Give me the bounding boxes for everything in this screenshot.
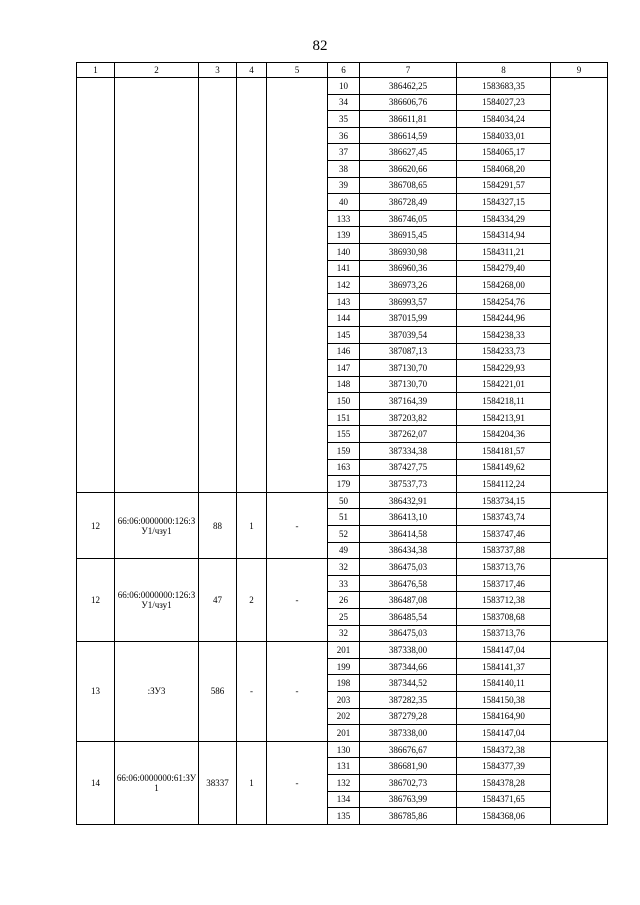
- x-coordinate-cell: 386930,98: [360, 243, 457, 260]
- table-row: [77, 559, 608, 576]
- point-number-cell: 33: [328, 575, 360, 592]
- record-number-cell: 13: [77, 642, 115, 742]
- x-coordinate-cell: 387344,52: [360, 675, 457, 692]
- y-coordinate-cell: 1584377,39: [457, 758, 551, 775]
- contour-number-cell: 2: [237, 559, 267, 642]
- y-coordinate-cell: 1583737,88: [457, 542, 551, 559]
- x-coordinate-cell: 386728,49: [360, 194, 457, 211]
- y-coordinate-cell: 1584112,24: [457, 476, 551, 493]
- x-coordinate-cell: 387015,99: [360, 310, 457, 327]
- column-header: 3: [199, 63, 237, 78]
- point-number-cell: 151: [328, 409, 360, 426]
- x-coordinate-cell: 386606,76: [360, 94, 457, 111]
- y-coordinate-cell: 1584034,24: [457, 111, 551, 128]
- y-coordinate-cell: 1584378,28: [457, 774, 551, 791]
- point-number-cell: 144: [328, 310, 360, 327]
- column-header: 6: [328, 63, 360, 78]
- y-coordinate-cell: 1583717,46: [457, 575, 551, 592]
- column-header: 1: [77, 63, 115, 78]
- point-number-cell: 201: [328, 642, 360, 659]
- y-coordinate-cell: 1584149,62: [457, 459, 551, 476]
- y-coordinate-cell: 1584141,37: [457, 658, 551, 675]
- column-9-cell: [551, 741, 608, 824]
- column-5-cell: -: [267, 741, 328, 824]
- y-coordinate-cell: 1584068,20: [457, 160, 551, 177]
- y-coordinate-cell: 1583713,76: [457, 559, 551, 576]
- x-coordinate-cell: 387344,66: [360, 658, 457, 675]
- area-cell: 47: [199, 559, 237, 642]
- x-coordinate-cell: 387279,28: [360, 708, 457, 725]
- contour-number-cell: -: [237, 642, 267, 742]
- table-row: [77, 78, 608, 95]
- record-number-cell: [77, 78, 115, 493]
- y-coordinate-cell: 1584147,04: [457, 725, 551, 742]
- y-coordinate-cell: 1584229,93: [457, 360, 551, 377]
- point-number-cell: 36: [328, 127, 360, 144]
- area-cell: 586: [199, 642, 237, 742]
- x-coordinate-cell: 386462,25: [360, 78, 457, 95]
- point-number-cell: 52: [328, 526, 360, 543]
- y-coordinate-cell: 1584204,36: [457, 426, 551, 443]
- x-coordinate-cell: 387334,38: [360, 443, 457, 460]
- y-coordinate-cell: 1584314,94: [457, 227, 551, 244]
- x-coordinate-cell: 386960,36: [360, 260, 457, 277]
- x-coordinate-cell: 386620,66: [360, 160, 457, 177]
- x-coordinate-cell: 386487,08: [360, 592, 457, 609]
- x-coordinate-cell: 387087,13: [360, 343, 457, 360]
- point-number-cell: 142: [328, 277, 360, 294]
- column-9-cell: [551, 642, 608, 742]
- x-coordinate-cell: 387338,00: [360, 642, 457, 659]
- point-number-cell: 201: [328, 725, 360, 742]
- table-row: [77, 492, 608, 509]
- page-number: 82: [312, 38, 328, 54]
- x-coordinate-cell: 386434,38: [360, 542, 457, 559]
- y-coordinate-cell: 1584140,11: [457, 675, 551, 692]
- y-coordinate-cell: 1583712,38: [457, 592, 551, 609]
- x-coordinate-cell: 387164,39: [360, 393, 457, 410]
- y-coordinate-cell: 1584254,76: [457, 293, 551, 310]
- y-coordinate-cell: 1584279,40: [457, 260, 551, 277]
- y-coordinate-cell: 1584268,00: [457, 277, 551, 294]
- x-coordinate-cell: 386475,03: [360, 559, 457, 576]
- point-number-cell: 155: [328, 426, 360, 443]
- y-coordinate-cell: 1584334,29: [457, 210, 551, 227]
- cadastral-number-cell: [115, 78, 199, 493]
- x-coordinate-cell: 386611,81: [360, 111, 457, 128]
- point-number-cell: 134: [328, 791, 360, 808]
- contour-number-cell: 1: [237, 492, 267, 558]
- y-coordinate-cell: 1584065,17: [457, 144, 551, 161]
- column-header: 2: [115, 63, 199, 78]
- point-number-cell: 146: [328, 343, 360, 360]
- y-coordinate-cell: 1583734,15: [457, 492, 551, 509]
- y-coordinate-cell: 1584150,38: [457, 691, 551, 708]
- point-number-cell: 135: [328, 808, 360, 825]
- column-9-cell: [551, 492, 608, 558]
- point-number-cell: 143: [328, 293, 360, 310]
- y-coordinate-cell: 1584291,57: [457, 177, 551, 194]
- area-cell: 88: [199, 492, 237, 558]
- point-number-cell: 198: [328, 675, 360, 692]
- x-coordinate-cell: 387203,82: [360, 409, 457, 426]
- x-coordinate-cell: 386676,67: [360, 741, 457, 758]
- column-5-cell: -: [267, 492, 328, 558]
- x-coordinate-cell: 386746,05: [360, 210, 457, 227]
- x-coordinate-cell: 386432,91: [360, 492, 457, 509]
- x-coordinate-cell: 386681,90: [360, 758, 457, 775]
- y-coordinate-cell: 1584244,96: [457, 310, 551, 327]
- point-number-cell: 25: [328, 609, 360, 626]
- x-coordinate-cell: 386413,10: [360, 509, 457, 526]
- y-coordinate-cell: 1583683,35: [457, 78, 551, 95]
- record-number-cell: 14: [77, 741, 115, 824]
- column-header: 9: [551, 63, 608, 78]
- x-coordinate-cell: 386627,45: [360, 144, 457, 161]
- record-number-cell: 12: [77, 492, 115, 558]
- x-coordinate-cell: 386475,03: [360, 625, 457, 642]
- cadastral-number-cell: 66:06:0000000:126:ЗУ1/чзу1: [115, 559, 199, 642]
- x-coordinate-cell: 386785,86: [360, 808, 457, 825]
- y-coordinate-cell: 1584181,57: [457, 443, 551, 460]
- point-number-cell: 49: [328, 542, 360, 559]
- y-coordinate-cell: 1584372,38: [457, 741, 551, 758]
- point-number-cell: 130: [328, 741, 360, 758]
- point-number-cell: 145: [328, 326, 360, 343]
- y-coordinate-cell: 1584371,65: [457, 791, 551, 808]
- y-coordinate-cell: 1584027,23: [457, 94, 551, 111]
- x-coordinate-cell: 386993,57: [360, 293, 457, 310]
- contour-number-cell: [237, 78, 267, 493]
- point-number-cell: 35: [328, 111, 360, 128]
- point-number-cell: 148: [328, 376, 360, 393]
- point-number-cell: 38: [328, 160, 360, 177]
- y-coordinate-cell: 1584213,91: [457, 409, 551, 426]
- point-number-cell: 10: [328, 78, 360, 95]
- point-number-cell: 141: [328, 260, 360, 277]
- point-number-cell: 163: [328, 459, 360, 476]
- y-coordinate-cell: 1584221,01: [457, 376, 551, 393]
- table-header-row: [77, 63, 608, 78]
- area-cell: 38337: [199, 741, 237, 824]
- x-coordinate-cell: 387130,70: [360, 376, 457, 393]
- y-coordinate-cell: 1584218,11: [457, 393, 551, 410]
- x-coordinate-cell: 386485,54: [360, 609, 457, 626]
- point-number-cell: 50: [328, 492, 360, 509]
- x-coordinate-cell: 386702,73: [360, 774, 457, 791]
- column-9-cell: [551, 78, 608, 493]
- y-coordinate-cell: 1583708,68: [457, 609, 551, 626]
- column-5-cell: [267, 78, 328, 493]
- x-coordinate-cell: 386614,59: [360, 127, 457, 144]
- point-number-cell: 150: [328, 393, 360, 410]
- y-coordinate-cell: 1584327,15: [457, 194, 551, 211]
- point-number-cell: 40: [328, 194, 360, 211]
- column-header: 8: [457, 63, 551, 78]
- y-coordinate-cell: 1583747,46: [457, 526, 551, 543]
- x-coordinate-cell: 386414,58: [360, 526, 457, 543]
- point-number-cell: 139: [328, 227, 360, 244]
- column-5-cell: -: [267, 559, 328, 642]
- x-coordinate-cell: 387338,00: [360, 725, 457, 742]
- point-number-cell: 203: [328, 691, 360, 708]
- x-coordinate-cell: 386476,58: [360, 575, 457, 592]
- point-number-cell: 32: [328, 559, 360, 576]
- column-header: 7: [360, 63, 457, 78]
- point-number-cell: 26: [328, 592, 360, 609]
- x-coordinate-cell: 386708,65: [360, 177, 457, 194]
- y-coordinate-cell: 1583713,76: [457, 625, 551, 642]
- point-number-cell: 199: [328, 658, 360, 675]
- cadastral-number-cell: 66:06:0000000:61:ЗУ1: [115, 741, 199, 824]
- column-5-cell: -: [267, 642, 328, 742]
- point-number-cell: 51: [328, 509, 360, 526]
- area-cell: [199, 78, 237, 493]
- point-number-cell: 131: [328, 758, 360, 775]
- x-coordinate-cell: 386915,45: [360, 227, 457, 244]
- x-coordinate-cell: 387130,70: [360, 360, 457, 377]
- x-coordinate-cell: 387427,75: [360, 459, 457, 476]
- y-coordinate-cell: 1584164,90: [457, 708, 551, 725]
- point-number-cell: 39: [328, 177, 360, 194]
- point-number-cell: 32: [328, 625, 360, 642]
- point-number-cell: 34: [328, 94, 360, 111]
- y-coordinate-cell: 1584147,04: [457, 642, 551, 659]
- x-coordinate-cell: 387282,35: [360, 691, 457, 708]
- column-header: 5: [267, 63, 328, 78]
- point-number-cell: 147: [328, 360, 360, 377]
- y-coordinate-cell: 1584238,33: [457, 326, 551, 343]
- y-coordinate-cell: 1584033,01: [457, 127, 551, 144]
- point-number-cell: 179: [328, 476, 360, 493]
- y-coordinate-cell: 1584233,73: [457, 343, 551, 360]
- x-coordinate-cell: 386973,26: [360, 277, 457, 294]
- x-coordinate-cell: 386763,99: [360, 791, 457, 808]
- x-coordinate-cell: 387537,73: [360, 476, 457, 493]
- point-number-cell: 37: [328, 144, 360, 161]
- record-number-cell: 12: [77, 559, 115, 642]
- y-coordinate-cell: 1584311,21: [457, 243, 551, 260]
- cadastral-number-cell: 66:06:0000000:126:ЗУ1/чзу1: [115, 492, 199, 558]
- point-number-cell: 202: [328, 708, 360, 725]
- point-number-cell: 140: [328, 243, 360, 260]
- x-coordinate-cell: 387039,54: [360, 326, 457, 343]
- point-number-cell: 159: [328, 443, 360, 460]
- point-number-cell: 133: [328, 210, 360, 227]
- x-coordinate-cell: 387262,07: [360, 426, 457, 443]
- column-header: 4: [237, 63, 267, 78]
- y-coordinate-cell: 1583743,74: [457, 509, 551, 526]
- y-coordinate-cell: 1584368,06: [457, 808, 551, 825]
- cadastral-number-cell: :ЗУ3: [115, 642, 199, 742]
- point-number-cell: 132: [328, 774, 360, 791]
- coordinates-table: [76, 62, 608, 825]
- contour-number-cell: 1: [237, 741, 267, 824]
- table-row: [77, 741, 608, 758]
- table-row: [77, 642, 608, 659]
- column-9-cell: [551, 559, 608, 642]
